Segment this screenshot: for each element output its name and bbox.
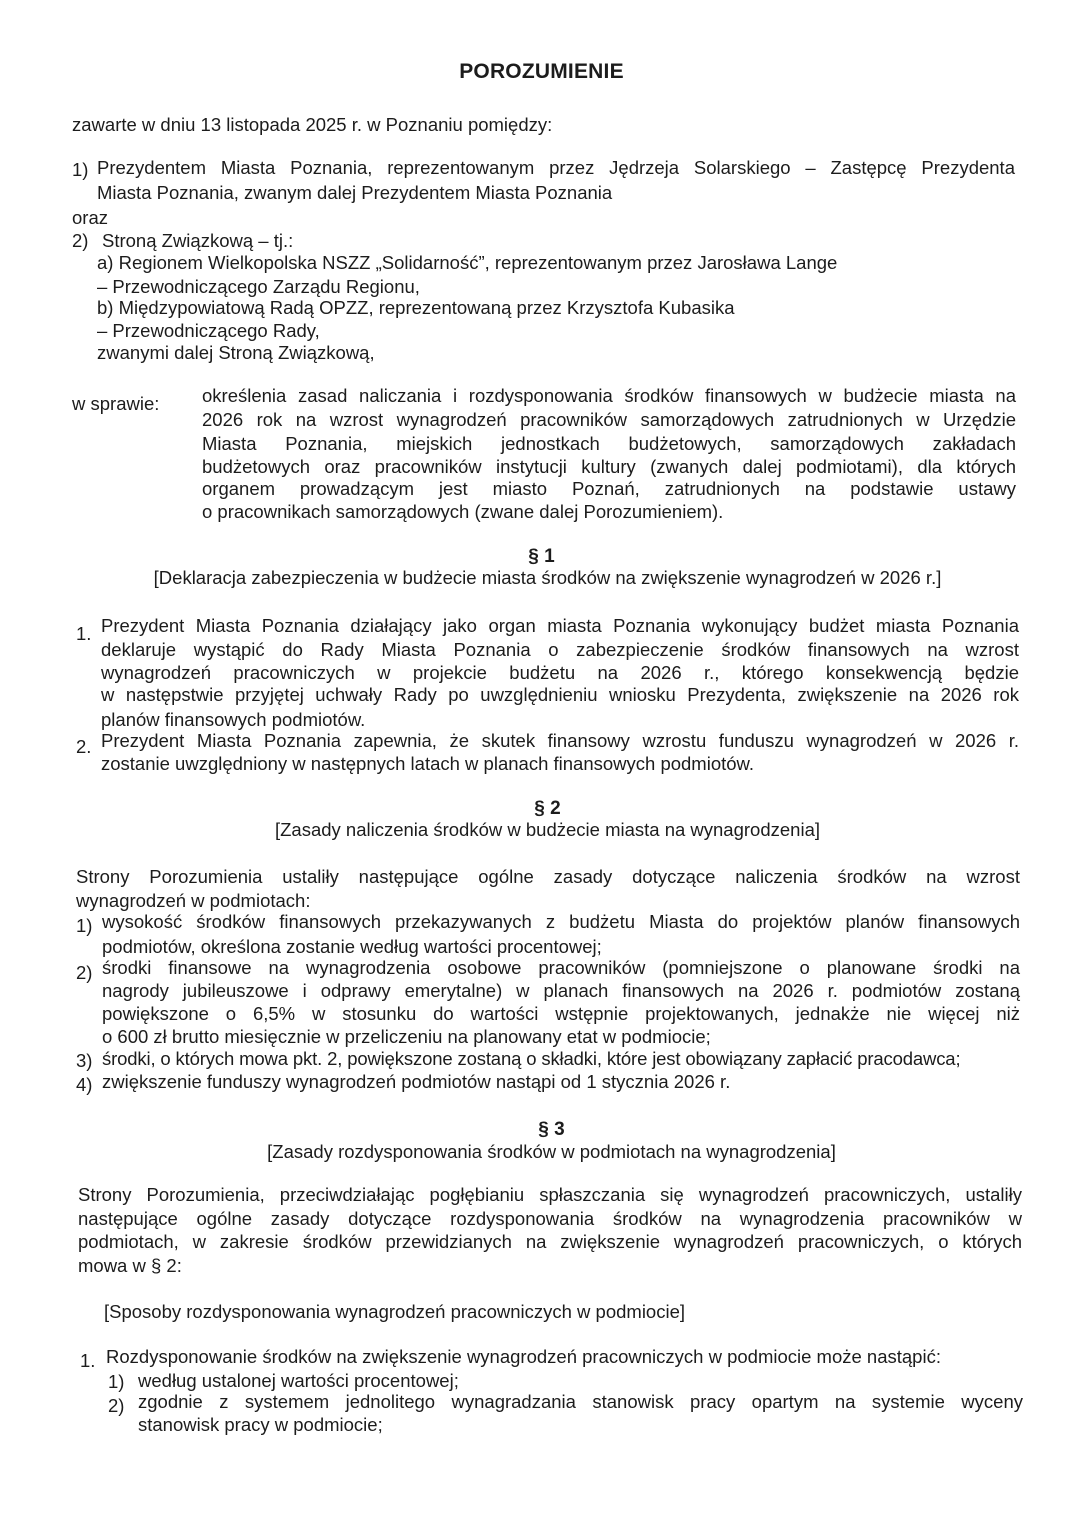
s1-item1-line: Prezydent Miasta Poznania działający jako organ miasta Poznania wykonujący budżet miasta Poznania [101, 615, 1019, 636]
s1-item2-line: zostanie uwzględniony w następnych latach w planach finansowych podmiotów. [101, 753, 755, 774]
subject-line: Miasta Poznania, miejskich jednostkach budżetowych, samorządowych zakładach [202, 433, 1016, 454]
s2-item3-line: środki, o których mowa pkt. 2, powiększone zostaną o składki, które jest obowiązany zapłacić pracodawca; [102, 1048, 961, 1069]
party2-closing: zwanymi dalej Stroną Związkową, [97, 342, 375, 363]
s2-item2-line: nagrody jubileuszowe i odprawy emerytalne) w planach finansowych na 2026 r. podmiotów zostaną [102, 980, 1020, 1001]
s3-subitem1-line: według ustalonej wartości procentowej; [138, 1370, 459, 1391]
section1-sign: § 1 [528, 546, 555, 567]
s2-item2-line: środki finansowe na wynagrodzenia osobowe pracowników (pomniejszone o planowane środki na [102, 957, 1020, 978]
s2-item1-line: podmiotów, określona zostanie według wartości procentowej; [102, 936, 602, 957]
subject-line: o pracownikach samorządowych (zwane dalej Porozumieniem). [202, 501, 724, 522]
s2-item3-number: 3) [76, 1050, 93, 1071]
s3-subitem1-number: 1) [108, 1371, 125, 1392]
s2-item2-line: powiększone o 6,5% w stosunku do wartości wstępnie projektowanych, jednakże nie więcej niż [102, 1003, 1020, 1024]
subject-line: organem prowadzącym jest miasto Poznań, zatrudnionych na podstawie ustawy [202, 478, 1016, 499]
s3-subitem2-line: zgodnie z systemem jednolitego wynagradzania stanowisk pracy opartym na systemie wyceny [138, 1391, 1023, 1412]
s1-item2-line: Prezydent Miasta Poznania zapewnia, że skutek finansowy wzrostu funduszu wynagrodzeń w 2026 r. [101, 730, 1019, 751]
party1-line1: Prezydentem Miasta Poznania, reprezentowanym przez Jędrzeja Solarskiego – Zastępcę Prezydenta [97, 157, 1015, 178]
s1-item1-number: 1. [76, 623, 92, 644]
section3-sign: § 3 [538, 1119, 565, 1140]
s2-item1-line: wysokość środków finansowych przekazywanych z budżetu Miasta do projektów planów finansowych [102, 911, 1020, 932]
s2-item1-number: 1) [76, 915, 93, 936]
section1-heading: [Deklaracja zabezpieczenia w budżecie miasta środków na zwiększenie wynagrodzeń w 2026 r.] [153, 567, 942, 588]
document-title: POROZUMIENIE [459, 60, 624, 83]
s2-item4-number: 4) [76, 1074, 93, 1095]
party2-b-line1: b) Międzypowiatową Radą OPZZ, reprezentowaną przez Krzysztofa Kubasika [97, 297, 735, 318]
s3-intro-line: następujące ogólne zasady dotyczące rozdysponowania środków na wynagrodzenia pracowników w [78, 1208, 1022, 1229]
subject-line: określenia zasad naliczania i rozdysponowania środków finansowych w budżecie miasta na [202, 385, 1016, 406]
s2-item4-line: zwiększenie funduszy wynagrodzeń podmiotów nastąpi od 1 stycznia 2026 r. [102, 1071, 731, 1092]
party1-line2: Miasta Poznania, zwanym dalej Prezydentem Miasta Poznania [97, 182, 613, 203]
s1-item1-line: deklaruje wystąpić do Rady Miasta Poznania o zabezpieczenie środków finansowych na wzrost [101, 639, 1019, 660]
s3-intro-line: podmiotach, w zakresie środków przewidzianych na zwiększenie wynagrodzeń pracowniczych, o których [78, 1231, 1022, 1252]
subject-label: w sprawie: [72, 393, 160, 414]
party2-a-line2: – Przewodniczącego Zarządu Regionu, [97, 276, 420, 297]
intro-text: zawarte w dniu 13 listopada 2025 r. w Poznaniu pomiędzy: [72, 114, 553, 135]
subject-line: budżetowych oraz pracowników instytucji kultury (zwanych dalej podmiotami), dla których [202, 456, 1016, 477]
s2-intro-line: wynagrodzeń w podmiotach: [76, 890, 311, 911]
s3-intro-line: Strony Porozumienia, przeciwdziałając pogłębianiu spłaszczania się wynagrodzeń pracowniczych, ustaliły [78, 1184, 1022, 1205]
party2-b-line2: – Przewodniczącego Rady, [97, 320, 320, 341]
party2-a-line1: a) Regionem Wielkopolska NSZZ „Solidarność”, reprezentowanym przez Jarosława Lange [97, 252, 838, 273]
s3-subitem2-line: stanowisk pracy w podmiocie; [138, 1414, 383, 1435]
s2-item2-number: 2) [76, 962, 93, 983]
section3-heading: [Zasady rozdysponowania środków w podmiotach na wynagrodzenia] [267, 1141, 836, 1162]
s3-subitem2-number: 2) [108, 1395, 125, 1416]
s3-subheading: [Sposoby rozdysponowania wynagrodzeń pracowniczych w podmiocie] [104, 1301, 686, 1322]
party2-number: 2) [72, 230, 89, 251]
s1-item1-line: planów finansowych podmiotów. [101, 709, 366, 730]
s3-intro-line: mowa w § 2: [78, 1255, 182, 1276]
s1-item2-number: 2. [76, 736, 92, 757]
s3-item1-number: 1. [80, 1350, 96, 1371]
section2-heading: [Zasady naliczenia środków w budżecie miasta na wynagrodzenia] [274, 819, 820, 840]
s1-item1-line: wynagrodzeń pracowniczych w projekcie budżetu na 2026 r., którego konsekwencją będzie [101, 662, 1019, 683]
s2-item2-line: o 600 zł brutto miesięcznie w przeliczeniu na planowany etat w podmiocie; [102, 1026, 711, 1047]
oraz-text: oraz [72, 207, 108, 228]
s1-item1-line: w następstwie przyjętej uchwały Rady po uwzględnieniu wniosku Prezydenta, zwiększenie na 2026 rok [101, 684, 1019, 705]
section2-sign: § 2 [534, 798, 561, 819]
party1-number: 1) [72, 159, 89, 180]
party2-label: Stroną Związkową – tj.: [102, 230, 294, 251]
subject-line: 2026 rok na wzrost wynagrodzeń pracowników samorządowych zatrudnionych w Urzędzie [202, 409, 1016, 430]
s3-item1-text: Rozdysponowanie środków na zwiększenie wynagrodzeń pracowniczych w podmiocie może nastąpić: [106, 1346, 941, 1367]
s2-intro-line: Strony Porozumienia ustaliły następujące ogólne zasady dotyczące naliczenia środków na wzrost [76, 866, 1020, 887]
